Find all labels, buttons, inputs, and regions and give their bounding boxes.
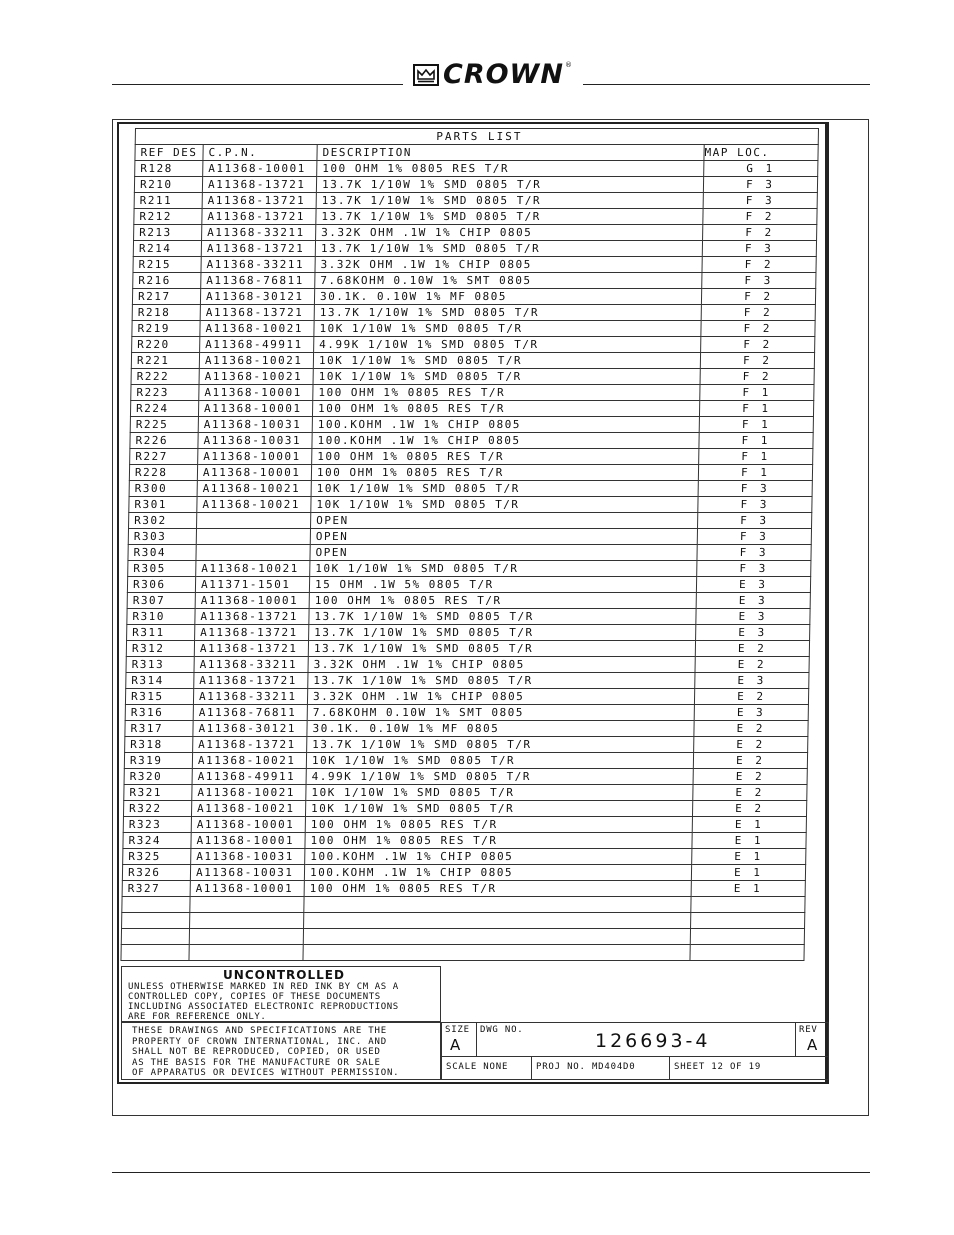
description-cell: 13.7K 1/10W 1% SMD 0805 T/R <box>316 177 703 193</box>
cpn-cell: A11368-10021 <box>196 561 310 577</box>
description-cell: 4.99K 1/10W 1% SMD 0805 T/R <box>314 337 701 353</box>
description-cell: 13.7K 1/10W 1% SMD 0805 T/R <box>307 737 694 753</box>
table-row <box>133 273 816 289</box>
table-row <box>127 593 810 609</box>
description-cell: 15 OHM .1W 5% 0805 T/R <box>309 577 696 593</box>
uncontrolled-line: INCLUDING ASSOCIATED ELECTRONIC REPRODUCTIONS <box>128 1002 399 1012</box>
cpn-cell: A11368-33211 <box>193 689 307 705</box>
map-loc-cell: E 3 <box>694 705 808 721</box>
description-cell: 100 OHM 1% 0805 RES T/R <box>305 833 692 849</box>
description-cell: 7.68KOHM 0.10W 1% SMT 0805 <box>315 273 702 289</box>
table-row <box>134 193 817 209</box>
ref-des-cell: R302 <box>129 513 197 529</box>
cpn-cell: A11368-10021 <box>192 753 306 769</box>
cpn-cell <box>197 513 311 529</box>
dwg-no-cell <box>476 1022 796 1057</box>
footer-rule <box>112 1172 870 1173</box>
cpn-cell: A11368-13721 <box>202 209 316 225</box>
table-row <box>135 161 818 177</box>
ref-des-cell: R213 <box>134 225 202 241</box>
table-row <box>124 785 807 801</box>
cpn-cell: A11368-10001 <box>198 401 312 417</box>
cpn-cell: A11368-76811 <box>201 273 315 289</box>
blank-cell <box>121 929 189 945</box>
ref-des-cell: R312 <box>126 641 194 657</box>
table-row <box>134 225 817 241</box>
table-row <box>130 433 813 449</box>
map-loc-cell: F 1 <box>699 401 813 417</box>
uncontrolled-notice <box>121 966 441 1022</box>
ref-des-cell: R323 <box>123 817 191 833</box>
cpn-cell: A11368-10021 <box>197 497 311 513</box>
cpn-cell: A11368-13721 <box>193 737 307 753</box>
cpn-cell: A11368-10001 <box>195 593 309 609</box>
cpn-cell: A11368-30121 <box>193 721 307 737</box>
table-row <box>122 881 805 897</box>
table-row <box>123 801 806 817</box>
proprietary-line: THESE DRAWINGS AND SPECIFICATIONS ARE THE <box>132 1026 387 1036</box>
table-row <box>128 561 811 577</box>
blank-cell <box>121 945 189 961</box>
map-loc-cell: F 2 <box>701 321 815 337</box>
map-loc-cell: F 3 <box>697 561 811 577</box>
map-loc-cell: F 3 <box>697 529 811 545</box>
description-cell: 10K 1/10W 1% SMD 0805 T/R <box>305 801 692 817</box>
table-row <box>127 577 810 593</box>
table-row <box>131 369 814 385</box>
ref-des-cell: R226 <box>130 433 198 449</box>
blank-cell <box>690 945 804 961</box>
map-loc-cell: E 3 <box>696 609 810 625</box>
proprietary-line: PROPERTY OF CROWN INTERNATIONAL, INC. AND <box>132 1036 387 1047</box>
table-row <box>126 657 809 673</box>
proprietary-line: SHALL NOT BE REPRODUCED, COPIED, OR USED <box>132 1047 381 1057</box>
ref-des-cell: R300 <box>129 481 197 497</box>
cpn-cell: A11368-33211 <box>194 657 308 673</box>
blank-cell <box>304 913 691 929</box>
cpn-cell: A11368-10001 <box>190 881 304 897</box>
ref-des-cell: R224 <box>130 401 198 417</box>
table-row <box>131 385 814 401</box>
cpn-cell: A11368-10001 <box>203 161 317 177</box>
map-loc-cell: E 2 <box>694 737 808 753</box>
crown-icon <box>413 64 439 86</box>
map-loc-cell: F 2 <box>700 369 814 385</box>
cpn-cell: A11368-10021 <box>191 801 305 817</box>
table-row <box>131 353 814 369</box>
map-loc-cell: F 3 <box>698 497 812 513</box>
col-header-cpn: C.P.N. <box>203 145 317 161</box>
cpn-cell: A11368-13721 <box>201 241 315 257</box>
table-row <box>132 289 815 305</box>
map-loc-cell: E 2 <box>695 657 809 673</box>
brand-name: CROWN <box>443 59 564 90</box>
description-cell: 4.99K 1/10W 1% SMD 0805 T/R <box>306 769 693 785</box>
map-loc-cell: E 2 <box>695 641 809 657</box>
description-cell: OPEN <box>310 545 697 561</box>
map-loc-cell: F 2 <box>702 257 816 273</box>
cpn-cell: A11368-49911 <box>192 769 306 785</box>
blank-table-row <box>121 929 804 945</box>
ref-des-cell: R215 <box>133 257 201 273</box>
description-cell: 13.7K 1/10W 1% SMD 0805 T/R <box>309 625 696 641</box>
ref-des-cell: R318 <box>125 737 193 753</box>
map-loc-cell: E 2 <box>693 769 807 785</box>
description-cell: 100 OHM 1% 0805 RES T/R <box>313 385 700 401</box>
drawing-number: 126693-4 <box>595 1030 711 1052</box>
map-loc-cell: F 3 <box>698 513 812 529</box>
map-loc-cell: F 2 <box>703 209 817 225</box>
map-loc-cell: E 2 <box>694 689 808 705</box>
ref-des-cell: R219 <box>132 321 200 337</box>
proprietary-line: AS THE BASIS FOR THE MANUFACTURE OR SALE <box>132 1057 381 1068</box>
map-loc-cell: E 1 <box>692 849 806 865</box>
cpn-cell: A11368-10031 <box>190 865 304 881</box>
table-row <box>125 721 808 737</box>
description-cell: 13.7K 1/10W 1% SMD 0805 T/R <box>309 609 696 625</box>
table-row <box>124 769 807 785</box>
parts-list-table <box>120 128 819 961</box>
table-row <box>128 545 811 561</box>
description-cell: 13.7K 1/10W 1% SMD 0805 T/R <box>315 241 702 257</box>
ref-des-cell: R314 <box>126 673 194 689</box>
ref-des-cell: R322 <box>123 801 191 817</box>
crown-logo <box>413 60 583 90</box>
map-loc-cell: E 3 <box>696 593 810 609</box>
ref-des-cell: R216 <box>133 273 201 289</box>
map-loc-cell: E 1 <box>692 817 806 833</box>
ref-des-cell: R227 <box>130 449 198 465</box>
cpn-cell: A11368-10001 <box>197 465 311 481</box>
description-cell: OPEN <box>310 529 697 545</box>
ref-des-cell: R217 <box>132 289 200 305</box>
cpn-cell: A11368-33211 <box>201 257 315 273</box>
cpn-cell: A11368-10021 <box>199 369 313 385</box>
map-loc-cell: F 3 <box>702 241 816 257</box>
ref-des-cell: R317 <box>125 721 193 737</box>
table-row <box>127 625 810 641</box>
description-cell: 100 OHM 1% 0805 RES T/R <box>305 817 692 833</box>
description-cell: 100 OHM 1% 0805 RES T/R <box>309 593 696 609</box>
cpn-cell: A11368-10031 <box>198 433 312 449</box>
uncontrolled-heading: UNCONTROLLED <box>223 968 345 982</box>
table-row <box>125 705 808 721</box>
table-row <box>127 609 810 625</box>
blank-table-row <box>122 897 805 913</box>
blank-cell <box>190 897 304 913</box>
map-loc-cell: F 2 <box>701 305 815 321</box>
map-loc-cell: F 1 <box>699 449 813 465</box>
map-loc-cell: E 1 <box>691 881 805 897</box>
table-row <box>129 481 812 497</box>
table-row <box>123 817 806 833</box>
ref-des-cell: R321 <box>124 785 192 801</box>
table-row <box>130 417 813 433</box>
ref-des-cell: R128 <box>135 161 203 177</box>
table-row <box>133 257 816 273</box>
blank-cell <box>691 913 805 929</box>
table-row <box>126 641 809 657</box>
ref-des-cell: R218 <box>132 305 200 321</box>
blank-cell <box>690 929 804 945</box>
description-cell: 10K 1/10W 1% SMD 0805 T/R <box>313 353 700 369</box>
description-cell: 10K 1/10W 1% SMD 0805 T/R <box>310 561 697 577</box>
table-row <box>132 337 815 353</box>
blank-cell <box>303 945 690 961</box>
map-loc-cell: E 2 <box>693 785 807 801</box>
blank-table-row <box>122 913 805 929</box>
description-cell: 3.32K OHM .1W 1% CHIP 0805 <box>307 689 694 705</box>
table-row <box>130 449 813 465</box>
table-row <box>123 833 806 849</box>
uncontrolled-line: UNLESS OTHERWISE MARKED IN RED INK BY CM AS A <box>128 982 399 992</box>
description-cell: 13.7K 1/10W 1% SMD 0805 T/R <box>316 193 703 209</box>
blank-cell <box>691 897 805 913</box>
description-cell: 3.32K OHM .1W 1% CHIP 0805 <box>308 657 695 673</box>
size-value: A <box>450 1036 462 1054</box>
cpn-cell: A11368-13721 <box>195 609 309 625</box>
blank-cell <box>189 945 303 961</box>
cpn-cell: A11368-13721 <box>202 193 316 209</box>
ref-des-cell: R315 <box>125 689 193 705</box>
proj-no-cell <box>531 1056 670 1080</box>
size-cell <box>441 1022 477 1057</box>
description-cell: 10K 1/10W 1% SMD 0805 T/R <box>313 369 700 385</box>
ref-des-cell: R304 <box>128 545 196 561</box>
sheet-text: SHEET 12 OF 19 <box>674 1062 762 1072</box>
ref-des-cell: R221 <box>131 353 199 369</box>
description-cell: 13.7K 1/10W 1% SMD 0805 T/R <box>308 641 695 657</box>
cpn-cell: A11368-13721 <box>194 673 308 689</box>
map-loc-cell: F 2 <box>701 337 815 353</box>
ref-des-cell: R307 <box>127 593 195 609</box>
map-loc-cell: E 2 <box>692 801 806 817</box>
description-cell: 10K 1/10W 1% SMD 0805 T/R <box>311 481 698 497</box>
uncontrolled-line: ARE FOR REFERENCE ONLY. <box>128 1012 267 1022</box>
map-loc-cell: E 3 <box>695 673 809 689</box>
ref-des-cell: R311 <box>127 625 195 641</box>
description-cell: 10K 1/10W 1% SMD 0805 T/R <box>314 321 701 337</box>
ref-des-cell: R306 <box>127 577 195 593</box>
sheet-cell <box>669 1056 829 1080</box>
map-loc-cell: G 1 <box>704 161 818 177</box>
header-rule-right <box>583 84 870 85</box>
description-cell: 3.32K OHM .1W 1% CHIP 0805 <box>316 225 703 241</box>
size-label: SIZE <box>445 1025 470 1035</box>
description-cell: 100.KOHM .1W 1% CHIP 0805 <box>312 433 699 449</box>
map-loc-cell: E 1 <box>692 833 806 849</box>
ref-des-cell: R214 <box>133 241 201 257</box>
description-cell: 10K 1/10W 1% SMD 0805 T/R <box>311 497 698 513</box>
ref-des-cell: R310 <box>127 609 195 625</box>
rev-value: A <box>807 1036 819 1054</box>
table-row <box>124 753 807 769</box>
ref-des-cell: R301 <box>129 497 197 513</box>
table-row <box>126 673 809 689</box>
table-row <box>133 241 816 257</box>
description-cell: 100 OHM 1% 0805 RES T/R <box>317 161 704 177</box>
blank-table-row <box>121 945 804 961</box>
cpn-cell: A11368-10021 <box>199 353 313 369</box>
proj-no-text: PROJ NO. MD404D0 <box>536 1062 636 1072</box>
proprietary-notice <box>121 1022 441 1080</box>
cpn-cell: A11368-10001 <box>199 385 313 401</box>
cpn-cell: A11368-10001 <box>191 833 305 849</box>
ref-des-cell: R326 <box>122 865 190 881</box>
proprietary-line: OF APPARATUS OR DEVICES WITHOUT PERMISSION. <box>132 1068 400 1078</box>
map-loc-cell: E 3 <box>696 577 810 593</box>
map-loc-cell: F 2 <box>701 289 815 305</box>
cpn-cell: A11368-10021 <box>197 481 311 497</box>
scale-cell <box>441 1056 532 1080</box>
table-row <box>122 865 805 881</box>
ref-des-cell: R319 <box>124 753 192 769</box>
rev-cell <box>795 1022 829 1057</box>
ref-des-cell: R220 <box>132 337 200 353</box>
table-row <box>125 689 808 705</box>
description-cell: 10K 1/10W 1% SMD 0805 T/R <box>306 753 693 769</box>
table-row <box>129 465 812 481</box>
map-loc-cell: E 3 <box>696 625 810 641</box>
table-row <box>134 177 817 193</box>
map-loc-cell: F 2 <box>700 353 814 369</box>
table-row <box>130 401 813 417</box>
ref-des-cell: R211 <box>134 193 202 209</box>
cpn-cell: A11371-1501 <box>195 577 309 593</box>
col-header-description: DESCRIPTION <box>317 145 704 161</box>
map-loc-cell: F 1 <box>698 465 812 481</box>
blank-cell <box>189 929 303 945</box>
dwg-no-label: DWG NO. <box>480 1025 524 1035</box>
map-loc-cell: F 3 <box>702 273 816 289</box>
table-row <box>123 849 806 865</box>
ref-des-cell: R316 <box>125 705 193 721</box>
cpn-cell: A11368-76811 <box>193 705 307 721</box>
description-cell: 100 OHM 1% 0805 RES T/R <box>304 881 691 897</box>
map-loc-cell: E 2 <box>694 721 808 737</box>
description-cell: 100.KOHM .1W 1% CHIP 0805 <box>304 865 691 881</box>
ref-des-cell: R325 <box>123 849 191 865</box>
cpn-cell: A11368-13721 <box>195 625 309 641</box>
ref-des-cell: R212 <box>134 209 202 225</box>
cpn-cell: A11368-30121 <box>200 289 314 305</box>
map-loc-cell: F 1 <box>699 433 813 449</box>
header-rule-left <box>112 84 403 85</box>
blank-cell <box>303 929 690 945</box>
description-cell: 30.1K. 0.10W 1% MF 0805 <box>314 289 701 305</box>
ref-des-cell: R225 <box>130 417 198 433</box>
table-header-row <box>135 145 818 161</box>
cpn-cell <box>196 545 310 561</box>
col-header-ref-des: REF DES <box>135 145 203 161</box>
blank-cell <box>190 913 304 929</box>
map-loc-cell: F 3 <box>698 481 812 497</box>
table-title: PARTS LIST <box>135 129 818 145</box>
table-row <box>132 321 815 337</box>
ref-des-cell: R320 <box>124 769 192 785</box>
map-loc-cell: F 3 <box>703 193 817 209</box>
cpn-cell: A11368-13721 <box>202 177 316 193</box>
cpn-cell: A11368-10001 <box>191 817 305 833</box>
ref-des-cell: R324 <box>123 833 191 849</box>
table-row <box>129 497 812 513</box>
description-cell: 100 OHM 1% 0805 RES T/R <box>311 465 698 481</box>
ref-des-cell: R327 <box>122 881 190 897</box>
ref-des-cell: R305 <box>128 561 196 577</box>
description-cell: OPEN <box>311 513 698 529</box>
cpn-cell: A11368-10021 <box>200 321 314 337</box>
table-row <box>129 513 812 529</box>
description-cell: 100.KOHM .1W 1% CHIP 0805 <box>305 849 692 865</box>
cpn-cell: A11368-13721 <box>200 305 314 321</box>
description-cell: 100 OHM 1% 0805 RES T/R <box>312 401 699 417</box>
ref-des-cell: R313 <box>126 657 194 673</box>
col-header-map-loc: MAP LOC. <box>704 145 818 161</box>
ref-des-cell: R303 <box>128 529 196 545</box>
map-loc-cell: F 1 <box>699 417 813 433</box>
map-loc-cell: E 2 <box>693 753 807 769</box>
table-row <box>128 529 811 545</box>
map-loc-cell: F 3 <box>703 177 817 193</box>
ref-des-cell: R210 <box>134 177 202 193</box>
description-cell: 10K 1/10W 1% SMD 0805 T/R <box>306 785 693 801</box>
description-cell: 13.7K 1/10W 1% SMD 0805 T/R <box>316 209 703 225</box>
cpn-cell: A11368-13721 <box>194 641 308 657</box>
table-row <box>134 209 817 225</box>
scale-text: SCALE NONE <box>446 1062 509 1072</box>
description-cell: 3.32K OHM .1W 1% CHIP 0805 <box>315 257 702 273</box>
ref-des-cell: R223 <box>131 385 199 401</box>
blank-cell <box>122 897 190 913</box>
table-title-row <box>135 129 818 145</box>
table-row <box>132 305 815 321</box>
ref-des-cell: R228 <box>129 465 197 481</box>
rev-label: REV <box>799 1025 818 1035</box>
cpn-cell: A11368-10001 <box>198 449 312 465</box>
cpn-cell: A11368-10031 <box>191 849 305 865</box>
cpn-cell: A11368-10021 <box>192 785 306 801</box>
description-cell: 13.7K 1/10W 1% SMD 0805 T/R <box>308 673 695 689</box>
table-row <box>125 737 808 753</box>
cpn-cell <box>196 529 310 545</box>
map-loc-cell: F 3 <box>697 545 811 561</box>
ref-des-cell: R222 <box>131 369 199 385</box>
map-loc-cell: F 1 <box>700 385 814 401</box>
blank-cell <box>122 913 190 929</box>
cpn-cell: A11368-33211 <box>202 225 316 241</box>
registered-mark: ® <box>564 61 572 69</box>
description-cell: 13.7K 1/10W 1% SMD 0805 T/R <box>314 305 701 321</box>
description-cell: 100 OHM 1% 0805 RES T/R <box>312 449 699 465</box>
description-cell: 30.1K. 0.10W 1% MF 0805 <box>307 721 694 737</box>
uncontrolled-line: CONTROLLED COPY, COPIES OF THESE DOCUMENTS <box>128 992 381 1002</box>
blank-cell <box>304 897 691 913</box>
map-loc-cell: F 2 <box>703 225 817 241</box>
description-cell: 7.68KOHM 0.10W 1% SMT 0805 <box>307 705 694 721</box>
description-cell: 100.KOHM .1W 1% CHIP 0805 <box>312 417 699 433</box>
cpn-cell: A11368-10031 <box>198 417 312 433</box>
map-loc-cell: E 1 <box>691 865 805 881</box>
cpn-cell: A11368-49911 <box>200 337 314 353</box>
